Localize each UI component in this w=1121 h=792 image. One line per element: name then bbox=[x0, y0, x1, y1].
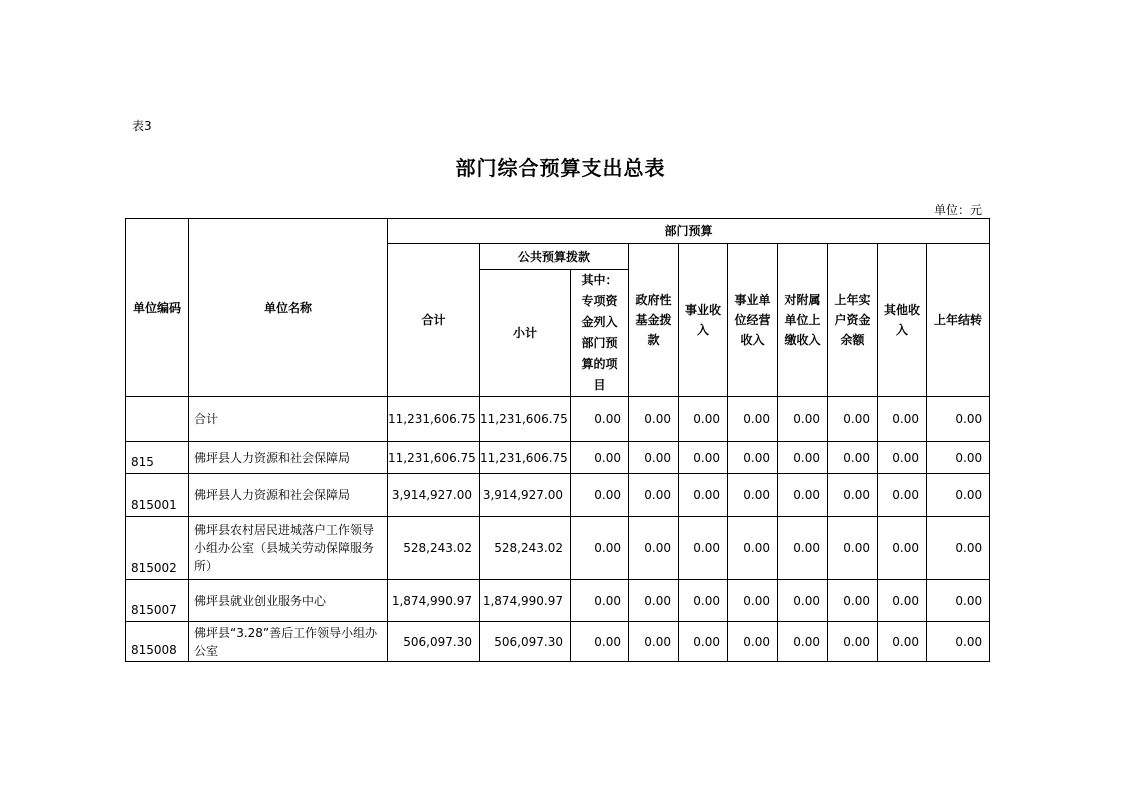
amount-cell: 0.00 bbox=[679, 622, 728, 662]
amount-cell: 0.00 bbox=[778, 474, 828, 517]
amount-cell: 0.00 bbox=[629, 517, 679, 580]
header-public-budget: 公共预算拨款 bbox=[480, 244, 629, 270]
amount-cell: 0.00 bbox=[679, 517, 728, 580]
unit-name-cell: 佛坪县“3.28”善后工作领导小组办公室 bbox=[189, 622, 388, 662]
amount-cell: 0.00 bbox=[778, 580, 828, 622]
amount-cell: 0.00 bbox=[778, 622, 828, 662]
unit-name-cell: 合计 bbox=[189, 397, 388, 442]
table-row bbox=[126, 517, 990, 580]
amount-cell: 0.00 bbox=[828, 474, 878, 517]
amount-cell: 0.00 bbox=[629, 622, 679, 662]
amount-cell: 0.00 bbox=[878, 517, 927, 580]
unit-code-cell: 815007 bbox=[126, 580, 189, 622]
amount-cell: 0.00 bbox=[629, 580, 679, 622]
amount-cell: 0.00 bbox=[629, 442, 679, 474]
amount-cell: 0.00 bbox=[927, 580, 990, 622]
amount-cell: 0.00 bbox=[728, 622, 778, 662]
amount-cell: 3,914,927.00 bbox=[388, 474, 480, 517]
unit-code-cell: 815008 bbox=[126, 622, 189, 662]
amount-cell: 0.00 bbox=[728, 442, 778, 474]
amount-cell: 0.00 bbox=[878, 622, 927, 662]
header-subordinate-income: 对附属单位上缴收入 bbox=[778, 244, 828, 397]
amount-cell: 3,914,927.00 bbox=[480, 474, 571, 517]
amount-cell: 0.00 bbox=[927, 474, 990, 517]
header-dept-budget: 部门预算 bbox=[388, 219, 990, 244]
amount-cell: 0.00 bbox=[728, 517, 778, 580]
amount-cell: 0.00 bbox=[927, 622, 990, 662]
header-prev-carryover: 上年结转 bbox=[927, 244, 990, 397]
amount-cell: 528,243.02 bbox=[480, 517, 571, 580]
unit-name-cell: 佛坪县就业创业服务中心 bbox=[189, 580, 388, 622]
unit-code-cell bbox=[126, 397, 189, 442]
amount-cell: 0.00 bbox=[828, 580, 878, 622]
unit-name-cell: 佛坪县人力资源和社会保障局 bbox=[189, 442, 388, 474]
table-row bbox=[126, 442, 990, 474]
header-operating-income: 事业单位经营收入 bbox=[728, 244, 778, 397]
amount-cell: 0.00 bbox=[571, 442, 629, 474]
amount-cell: 0.00 bbox=[828, 622, 878, 662]
table-row bbox=[126, 622, 990, 662]
unit-code-cell: 815001 bbox=[126, 474, 189, 517]
amount-cell: 0.00 bbox=[629, 474, 679, 517]
amount-cell: 0.00 bbox=[728, 580, 778, 622]
amount-cell: 0.00 bbox=[571, 622, 629, 662]
amount-cell: 0.00 bbox=[828, 442, 878, 474]
table-row bbox=[126, 474, 990, 517]
amount-cell: 0.00 bbox=[728, 397, 778, 442]
budget-expenditure-table bbox=[125, 218, 990, 662]
page-title: 部门综合预算支出总表 bbox=[455, 156, 666, 180]
unit-name-cell: 佛坪县农村居民进城落户工作领导小组办公室（县城关劳动保障服务所） bbox=[189, 517, 388, 580]
amount-cell: 11,231,606.75 bbox=[480, 397, 571, 442]
amount-cell: 0.00 bbox=[571, 517, 629, 580]
amount-cell: 0.00 bbox=[571, 397, 629, 442]
table-number: 表3 bbox=[132, 119, 152, 133]
amount-cell: 0.00 bbox=[828, 517, 878, 580]
unit-code-cell: 815002 bbox=[126, 517, 189, 580]
amount-cell: 528,243.02 bbox=[388, 517, 480, 580]
amount-cell: 11,231,606.75 bbox=[388, 442, 480, 474]
amount-cell: 0.00 bbox=[679, 580, 728, 622]
amount-cell: 0.00 bbox=[571, 580, 629, 622]
amount-cell: 1,874,990.97 bbox=[388, 580, 480, 622]
amount-cell: 506,097.30 bbox=[480, 622, 571, 662]
amount-cell: 11,231,606.75 bbox=[388, 397, 480, 442]
amount-cell: 0.00 bbox=[571, 474, 629, 517]
amount-cell: 0.00 bbox=[878, 397, 927, 442]
amount-cell: 0.00 bbox=[878, 442, 927, 474]
currency-unit: 单位：元 bbox=[933, 203, 982, 217]
amount-cell: 0.00 bbox=[629, 397, 679, 442]
amount-cell: 0.00 bbox=[728, 474, 778, 517]
header-unit-name: 单位名称 bbox=[189, 219, 388, 397]
header-other-income: 其他收入 bbox=[878, 244, 927, 397]
amount-cell: 0.00 bbox=[927, 442, 990, 474]
header-total: 合计 bbox=[388, 244, 480, 397]
table-row bbox=[126, 580, 990, 622]
amount-cell: 0.00 bbox=[778, 397, 828, 442]
amount-cell: 0.00 bbox=[679, 442, 728, 474]
amount-cell: 0.00 bbox=[927, 517, 990, 580]
unit-name-cell: 佛坪县人力资源和社会保障局 bbox=[189, 474, 388, 517]
amount-cell: 0.00 bbox=[927, 397, 990, 442]
header-subtotal: 小计 bbox=[480, 270, 571, 397]
header-gov-fund: 政府性基金拨款 bbox=[629, 244, 679, 397]
header-prev-balance: 上年实户资金余额 bbox=[828, 244, 878, 397]
amount-cell: 0.00 bbox=[878, 580, 927, 622]
amount-cell: 0.00 bbox=[778, 442, 828, 474]
amount-cell: 1,874,990.97 bbox=[480, 580, 571, 622]
amount-cell: 0.00 bbox=[878, 474, 927, 517]
amount-cell: 0.00 bbox=[778, 517, 828, 580]
header-special-funds: 其中：专项资金列入部门预算的项目 bbox=[571, 270, 629, 397]
amount-cell: 0.00 bbox=[679, 474, 728, 517]
header-business-income: 事业收入 bbox=[679, 244, 728, 397]
amount-cell: 0.00 bbox=[828, 397, 878, 442]
table-row bbox=[126, 397, 990, 442]
amount-cell: 0.00 bbox=[679, 397, 728, 442]
amount-cell: 11,231,606.75 bbox=[480, 442, 571, 474]
amount-cell: 506,097.30 bbox=[388, 622, 480, 662]
unit-code-cell: 815 bbox=[126, 442, 189, 474]
header-unit-code: 单位编码 bbox=[126, 219, 189, 397]
